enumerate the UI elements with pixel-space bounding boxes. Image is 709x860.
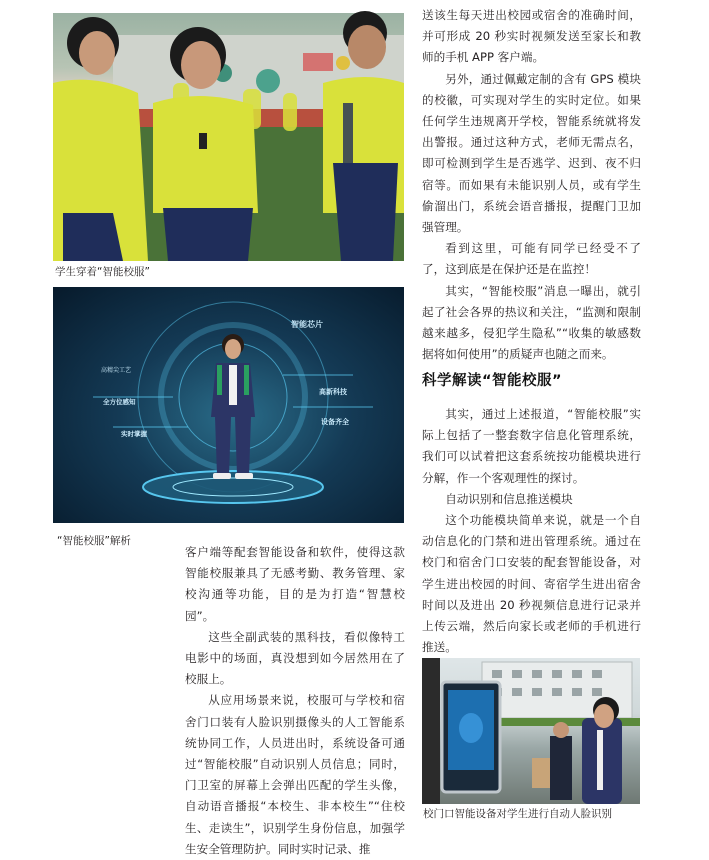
hud-label-equip: 设备齐全 xyxy=(321,418,349,426)
hud-label-chip: 智能芯片 xyxy=(291,320,323,329)
hud-label-tech: 高新科技 xyxy=(319,388,347,396)
section-heading: 科学解读“智能校服” xyxy=(422,373,563,389)
photo1-caption: 学生穿着“智能校服” xyxy=(55,266,150,278)
photo2-caption: “智能校服”解析 xyxy=(57,535,131,547)
hud-label-real: 实时掌握 xyxy=(121,430,147,438)
right-column-bottom xyxy=(422,404,641,680)
smart-uniform-infographic xyxy=(53,287,404,523)
photo3-caption: 校门口智能设备对学生进行自动人脸识别 xyxy=(423,808,612,820)
right-column-top xyxy=(422,5,641,365)
hud-label-sense: 全方位感知 xyxy=(103,398,136,406)
paragraph: 这些全副武装的黑科技，看似像特工电影中的场面，真没想到如今居然用在了校服上。 xyxy=(185,629,405,687)
students-photo xyxy=(53,13,404,261)
paragraph: 其实，“智能校服”消息一曝出，就引起了社会各界的热议和关注，“监测和限制越来越多，侵犯学生隐私”“收集的敏感数据将如何使用”的质疑声也随之而来。 xyxy=(422,283,641,362)
students-illustration xyxy=(53,13,404,261)
hud-label-industry: 高精尖工艺 xyxy=(101,367,132,374)
paragraph: 从应用场景来说，校服可与学校和宿舍门口装有人脸识别摄像头的人工智能系统协同工作，人员进出时，系统设备可通过“智能校服”自动识别人员信息；同时，门卫室的屏幕上会弹出匹配的学生头像，自动语音播报“本校生、非本校生”“住校生、走读生”，识别学生身份信息，加强学生安全管理防护。同时实时记录、推 xyxy=(185,693,405,856)
gate-illustration xyxy=(422,658,640,804)
paragraph: 送该生每天进出校园或宿舍的准确时间，并可形成 20 秒实时视频发送至家长和教师的手机 APP 客户端。 xyxy=(422,8,641,65)
paragraph: 客户端等配套智能设备和软件，使得这款智能校服兼具了无感考勤、教务管理、家校沟通等功能，目的是为打造“智慧校园”。 xyxy=(185,545,405,623)
left-column xyxy=(185,542,405,860)
subheading: 自动识别和信息推送模块 xyxy=(445,491,573,506)
gate-face-recognition-photo xyxy=(422,658,640,804)
paragraph: 另外，通过佩戴定制的含有 GPS 模块的校徽，可实现对学生的实时定位。如果任何学生违规离开学校，智能系统就将发出警报。通过这种方式，老师无需点名，即可检测到学生是否逃学、迟到、夜不归宿等。而如果有未能识别人员，或有学生偷溜出门，系统会语音播报，提醒门卫加强管理。 xyxy=(422,71,641,235)
paragraph: 看到这里，可能有同学已经受不了了，这到底是在保护还是在监控！ xyxy=(422,241,641,277)
paragraph: 其实，通过上述报道，“智能校服”实际上包括了一整套数字信息化管理系统，我们可以试着把这套系统按功能模块进行分解，作一个客观理性的探讨。 xyxy=(422,407,641,485)
paragraph: 这个功能模块简单来说，就是一个自动信息化的门禁和进出管理系统。通过在校门和宿舍门口安装的配套智能设备，对学生进出校园的时间、寄宿学生进出宿舍时间以及进出 20 秒视频信息进行记录并上传云端，然后向家长或老师的手机进行推送。 xyxy=(422,513,641,655)
